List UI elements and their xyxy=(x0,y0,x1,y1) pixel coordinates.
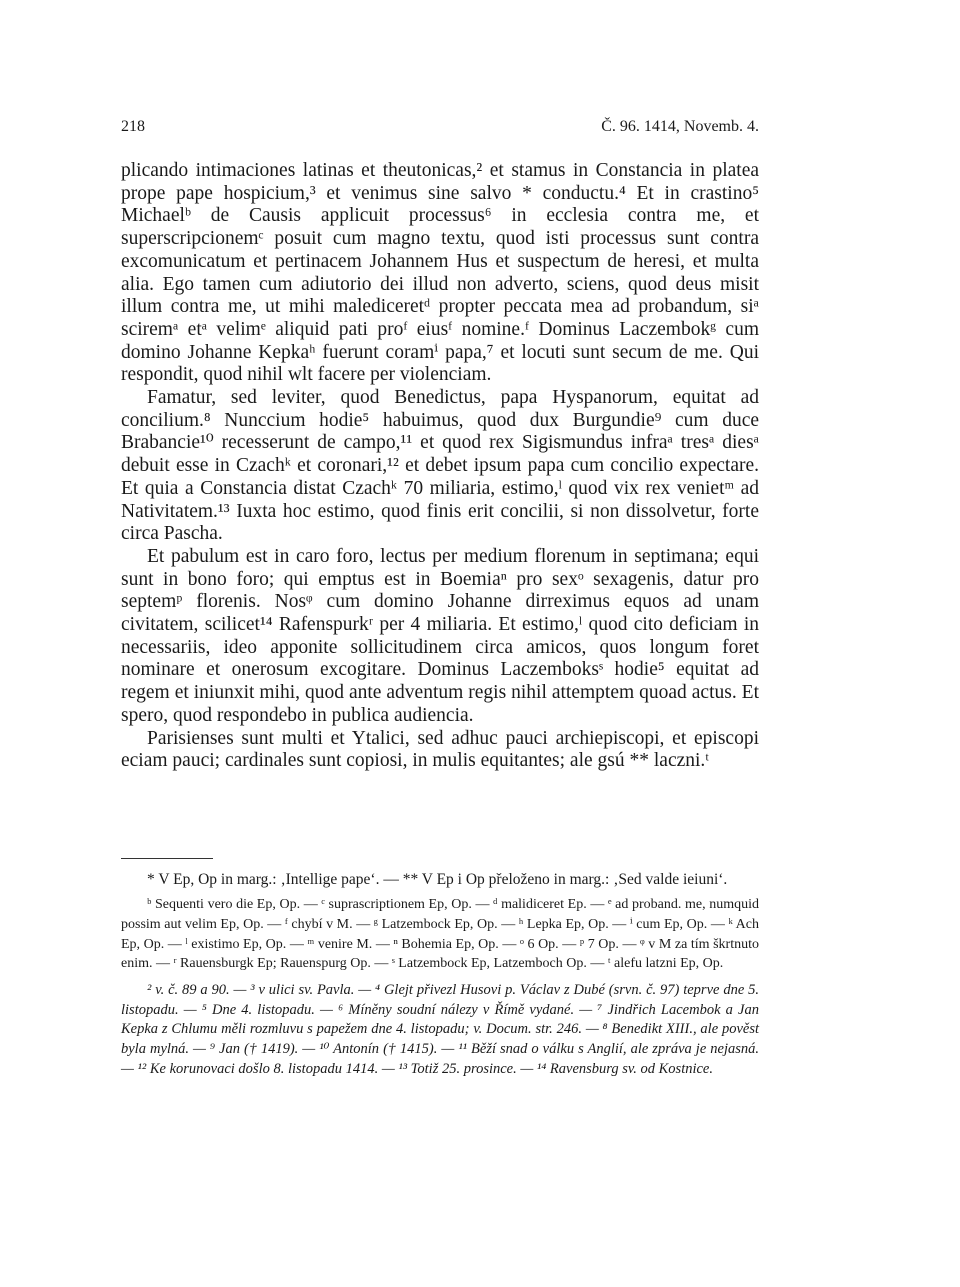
paragraph: Famatur, sed leviter, quod Benedictus, papa Hyspanorum, equitat ad concilium.⁸ Nunccium hodie⁵ habuimus, quod dux Burgundie⁹ cum duce Brabancie¹⁰ recesserunt de campo,¹¹ et quod rex Sigismundus infraᵃ tresᵃ diesᵃ debuit esse in Czachᵏ et coronari,¹² et debet ipsum papa cum concilio expectare. Et quia a Constancia distat Czachᵏ 70 miliaria, estimo,ˡ quod vix rex venietᵐ ad Nativitatem.¹³ Iuxta hoc estimo, quod finis erit concilii, si non dissolvetur, forte circa Pascha. xyxy=(121,387,759,545)
footnotes xyxy=(121,870,759,1085)
running-header xyxy=(121,118,759,140)
paragraph: plicando intimaciones latinas et theutonicas,² et stamus in Constancia in platea prope pape hospicium,³ et venimus sine salvo * conductu.⁴ Et in crastino⁵ Michaelᵇ de Causis applicuit processus⁶ in ecclesia contra me, et superscripcionemᶜ posuit cum magno textu, quod isti processus sunt contra excomunicatum et pertinacem Johannem Hus et suspectum de heresi, et multa alia. Ego tamen cum adiutorio dei illud non adverto, sciens, quod deus misit illum contra me, ut mihi malediceretᵈ propter peccata mea ad probandum, siᵃ sciremᵃ etᵃ velimᵉ aliquid pati proᶠ eiusᶠ nomine.ᶠ Dominus Laczembokᵍ cum domino Johanne Kepkaʰ fuerunt coramⁱ papa,⁷ et locuti sunt secum de me. Qui respondit, quod nihil wlt facere per violenciam. xyxy=(121,160,759,386)
variant-notes: ᵇ Sequenti vero die Ep, Op. — ᶜ suprascriptionem Ep, Op. — ᵈ malidiceret Ep. — ᵉ ad proband. me, numquid possim aut velim Ep, Op. — ᶠ chybí v M. — ᵍ Latzembock Ep, Op. — ʰ Lepka Ep, Op. — ⁱ cum Ep, Op. — ᵏ Ach Ep, Op. — ˡ existimo Ep, Op. — ᵐ venire M. — ⁿ Bohemia Ep, Op. — ᵒ 6 Op. — ᵖ 7 Op. — ᵠ v M za tím škrtnuto enim. — ʳ Rauensburgk Ep; Rauenspurg Op. — ˢ Latzembock Ep, Latzemboch Op. — ᵗ alefu latzni Ep, Op. xyxy=(121,897,759,972)
footnote-divider xyxy=(121,858,213,859)
marginal-notes: * V Ep, Op in marg.: ‚Intellige pape‘. — ** V Ep i Op přeloženo in marg.: ‚Sed valde ieiuni‘. xyxy=(147,871,728,888)
page-number: 218 xyxy=(121,118,145,135)
commentary-notes: ² v. č. 89 a 90. — ³ v ulici sv. Pavla. — ⁴ Glejt přivezl Husovi p. Václav z Dubé (srvn. č. 97) teprve dne 5. listopadu. — ⁵ Dne 4. listopadu. — ⁶ Míněny soudní nálezy v Římě vydané. — ⁷ Jindřich Lacembok a Jan Kepka z Chlumu měli rozmluvu s papežem dne 4. listopadu; v. Docum. str. 246. — ⁸ Benedikt XIII., ale pověst byla mylná. — ⁹ Jan († 1419). — ¹⁰ Antonín († 1415). — ¹¹ Běží snad o válku s Anglií, ale zpráva je nejasná. — ¹² Ke korunovaci došlo 8. listopadu 1414. — ¹³ Totiž 25. prosince. — ¹⁴ Ravensburg sv. od Kostnice. xyxy=(121,981,759,1077)
running-title: Č. 96. 1414, Novemb. 4. xyxy=(601,118,759,135)
paragraph: Parisienses sunt multi et Ytalici, sed adhuc pauci archiepiscopi, et episcopi eciam pauci; cardinales sunt copiosi, in mulis equitantes; ale gsú ** laczni.ᵗ xyxy=(121,727,759,772)
paragraph: Et pabulum est in caro foro, lectus per medium florenum in septimana; equi sunt in bono foro; qui emptus est in Boemiaⁿ pro sexᵒ sexagenis, datur pro septemᵖ florenis. Nosᵠ cum domino Johanne dirreximus equos ad unam civitatem, scilicet¹⁴ Rafenspurkʳ per 4 miliaria. Et estimo,ˡ quod cito deficiam in necessariis, ideo apponite sollicitudinem circa amicos, quos longum foret nominare et onerosum excogitare. Dominus Laczemboksˢ hodie⁵ equitat ad regem et iniunxit mihi, quod ante adventum regis nihil attemptem quoad actus. Et spero, quod respondebo in publica audiencia. xyxy=(121,545,759,726)
main-text xyxy=(121,160,759,773)
